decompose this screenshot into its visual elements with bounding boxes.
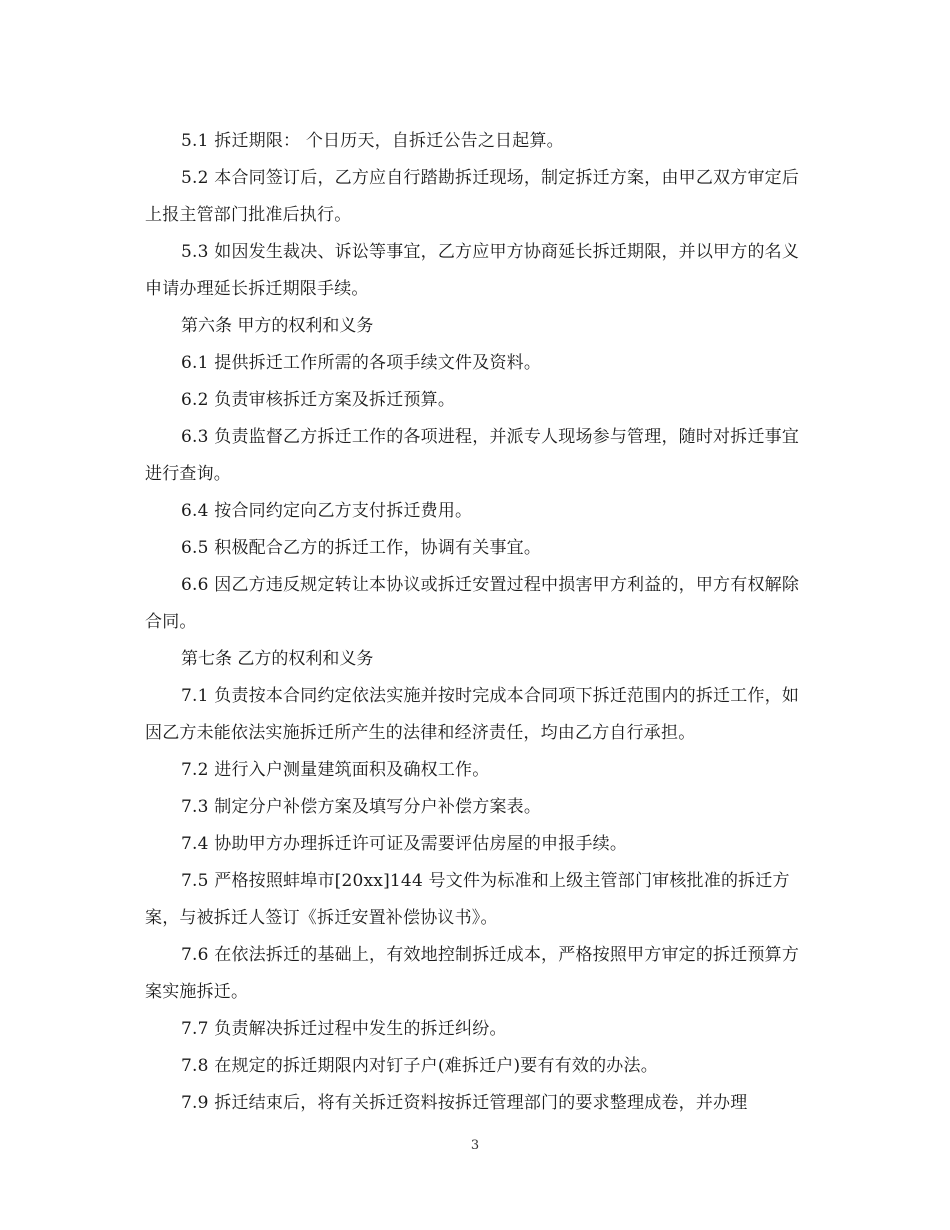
clause-6-5: 6.5 积极配合乙方的拆迁工作，协调有关事宜。 — [181, 538, 542, 558]
clause-5-1: 5.1 拆迁期限： 个日历天，自拆迁公告之日起算。 — [181, 131, 564, 151]
clause-6-4: 6.4 按合同约定向乙方支付拆迁费用。 — [181, 501, 473, 521]
clause-7-7: 7.7 负责解决拆迁过程中发生的拆迁纠纷。 — [181, 1019, 507, 1039]
clause-7-2: 7.2 进行入户测量建筑面积及确权工作。 — [181, 760, 490, 780]
clause-6-6: 6.6 因乙方违反规定转让本协议或拆迁安置过程中损害甲方利益的，甲方有权解除合同。 — [145, 575, 800, 632]
clause-7-8: 7.8 在规定的拆迁期限内对钉子户(难拆迁户)要有有效的办法。 — [181, 1056, 658, 1076]
clause-5-2: 5.2 本合同签订后，乙方应自行踏勘拆迁现场，制定拆迁方案，由甲乙双方审定后上报主管部门批准后执行。 — [145, 168, 800, 225]
document-body — [145, 123, 805, 1122]
clause-7-5: 7.5 严格按照蚌埠市[20xx]144 号文件为标准和上级主管部门审核批准的拆迁方案，与被拆迁人签订《拆迁安置补偿协议书》。 — [145, 871, 790, 928]
clause-7-4: 7.4 协助甲方办理拆迁许可证及需要评估房屋的申报手续。 — [181, 834, 628, 854]
clause-7-6: 7.6 在依法拆迁的基础上，有效地控制拆迁成本，严格按照甲方审定的拆迁预算方案实施拆迁。 — [145, 945, 800, 1002]
clause-7-1: 7.1 负责按本合同约定依法实施并按时完成本合同项下拆迁范围内的拆迁工作，如因乙方未能依法实施拆迁所产生的法律和经济责任，均由乙方自行承担。 — [145, 686, 800, 743]
clause-6-3: 6.3 负责监督乙方拆迁工作的各项进程，并派专人现场参与管理，随时对拆迁事宜进行查询。 — [145, 427, 800, 484]
clause-6-2: 6.2 负责审核拆迁方案及拆迁预算。 — [181, 390, 456, 410]
clause-7-9: 7.9 拆迁结束后，将有关拆迁资料按拆迁管理部门的要求整理成卷，并办理 — [181, 1093, 748, 1113]
clause-7-3: 7.3 制定分户补偿方案及填写分户补偿方案表。 — [181, 797, 542, 817]
clause-5-3: 5.3 如因发生裁决、诉讼等事宜，乙方应甲方协商延长拆迁期限，并以甲方的名义申请办理延长拆迁期限手续。 — [145, 242, 800, 299]
article-7-heading: 第七条 乙方的权利和义务 — [181, 649, 374, 669]
article-6-heading: 第六条 甲方的权利和义务 — [181, 316, 374, 336]
clause-6-1: 6.1 提供拆迁工作所需的各项手续文件及资料。 — [181, 353, 542, 373]
page-number: 3 — [470, 1138, 480, 1153]
